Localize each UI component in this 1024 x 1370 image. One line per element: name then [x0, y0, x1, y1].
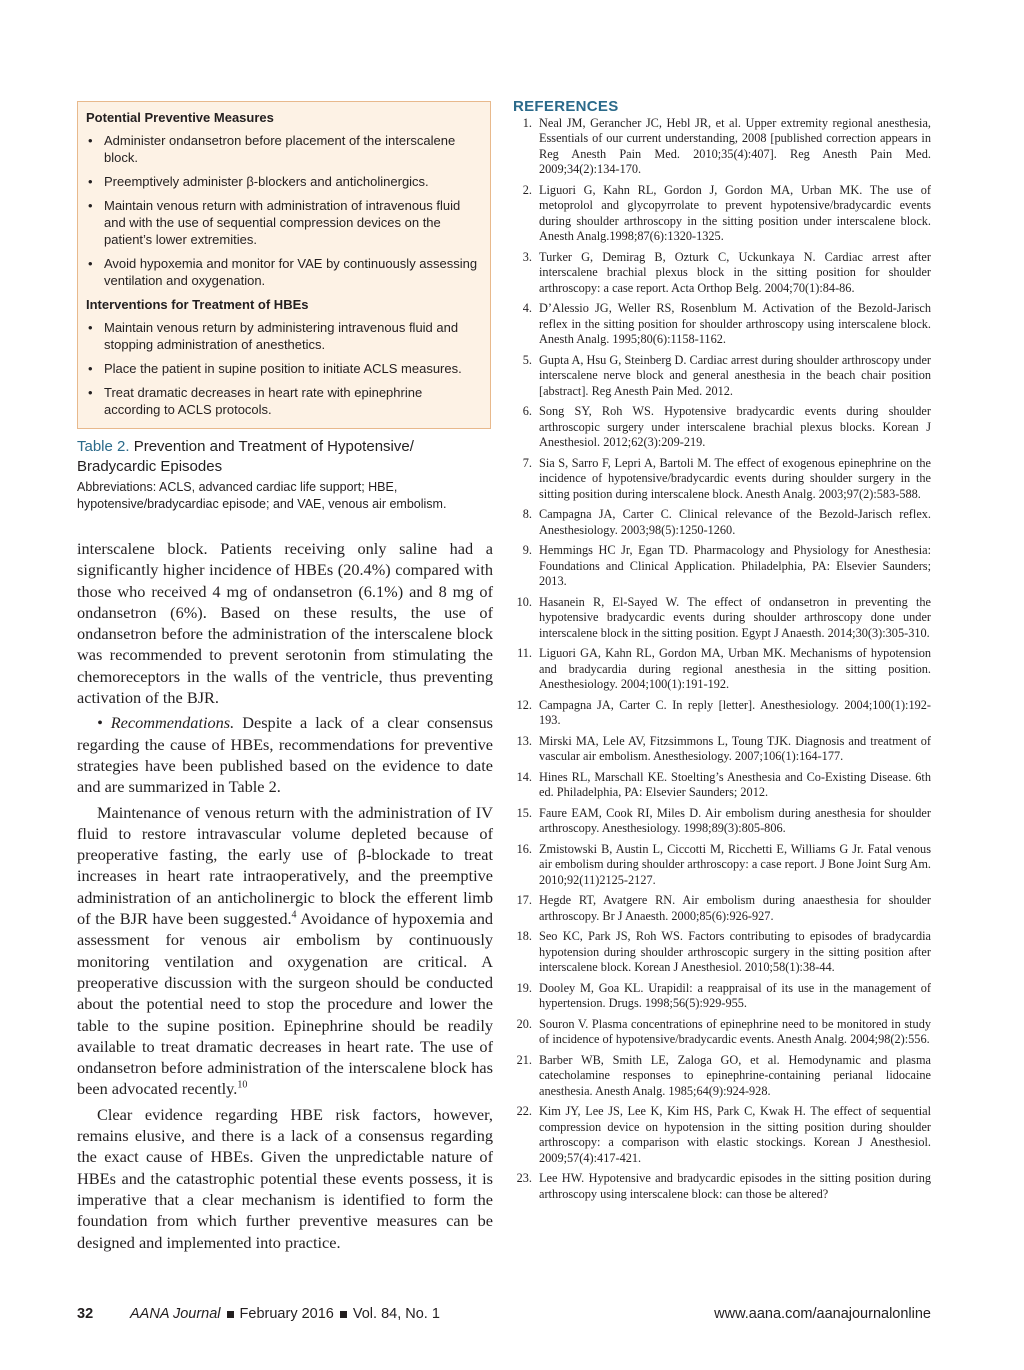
table-abbreviations: Abbreviations: ACLS, advanced cardiac life support; HBE, hypotensive/bradycardiac episode; and VAE, venous air embolism. — [77, 480, 447, 511]
reference-text: Hines RL, Marschall KE. Stoelting’s Anesthesia and Co-Existing Disease. 6th ed. Philadelphia, PA: Elsevier Saunders; 2012. — [539, 769, 931, 799]
reference-text: Mirski MA, Lele AV, Fitzsimmons L, Toung TJK. Diagnosis and treatment of vascular air embolism. Anesthesiology. 2007;106(1):164-177. — [539, 733, 931, 763]
reference-number: 10. — [516, 594, 532, 609]
table-title: Prevention and Treatment of Hypotensive/ Bradycardic Episodes — [77, 438, 414, 475]
reference-item — [513, 806, 931, 837]
reference-text: Zmistowski B, Austin L, Ciccotti M, Ricchetti E, Williams G Jr. Fatal venous air embolism during shoulder arthroscopy: a case report. J Bone Joint Surg Am. 2010;92(11)2125-2127. — [539, 841, 931, 887]
reference-text: Lee HW. Hypotensive and bradycardic episodes in the sitting position during arthroscopy using interscalene block: can those be altered? — [539, 1171, 931, 1201]
reference-item — [513, 1053, 931, 1100]
citation: 10 — [237, 1080, 248, 1091]
reference-text: Hasanein R, El-Sayed W. The effect of ondansetron in preventing the hypotensive bradycardic events during shoulder arthroscopy done under interscalene block in the sitting position. Egypt J Anaesth. 2014;30(3):305-310. — [539, 594, 931, 640]
reference-item — [513, 456, 931, 503]
reference-item — [513, 698, 931, 729]
reference-number: 19. — [516, 980, 532, 995]
reference-number: 2. — [522, 182, 532, 197]
reference-number: 14. — [516, 769, 532, 784]
reference-item — [513, 1171, 931, 1202]
reference-item — [513, 646, 931, 693]
reference-item — [513, 770, 931, 801]
reference-number: 6. — [522, 404, 532, 418]
reference-text: Hegde RT, Avatgere RN. Air embolism during anaesthesia for shoulder arthroscopy. Br J Anaesth. 2000;85(6):926-927. — [539, 893, 931, 923]
reference-item — [513, 183, 931, 245]
body-paragraph: Maintenance of venous return with the administration of IV fluid to restore intravascular volume depleted because of preoperative fasting, the early use of β-blockade to treat increases in heart rate intraoperatively, and the preemptive administration of an anticholinergic to block the efferent limb of the BJR have been suggested.$^4$ Avoidance of hypoxemia and assessment for venous air embolism by continuously monitoring ventilation and oxygenation are critical. A preoperative discussion with the surgeon should be conducted about the potential need to stop the procedure and lower the table to the supine position. Epinephrine should be readily available to treat dramatic decreases in heart rate. The use of ondansetron before administration of the interscalene block has been advocated recently.$^{10}$ — [77, 802, 493, 1099]
body-paragraph: • Recommendations. Despite a lack of a clear consensus regarding the cause of HBEs, recommendations for preventive strategies have been published based on the evidence to date and are summarized in Table 2. — [77, 713, 493, 797]
list-item: • Preemptively administer β-blockers and anticholinergics. — [86, 173, 480, 190]
reference-number: 11. — [517, 646, 532, 660]
page-number: 32 — [77, 1306, 94, 1322]
journal-info — [130, 1306, 440, 1322]
list-item: • Administer ondansetron before placement of the interscalene block. — [86, 132, 480, 166]
reference-text: Gupta A, Hsu G, Steinberg D. Cardiac arrest during shoulder arthroscopy under interscalene nerve block and general anesthesia in the beach chair position [abstract]. Reg Anesth Pain Med. 2012. — [539, 352, 931, 398]
reference-text: Hemmings HC Jr, Egan TD. Pharmacology and Physiology for Anesthesia: Foundations and Clinical Application. Philadelphia, PA: Elsevier Saunders; 2013. — [539, 543, 931, 588]
reference-text: D’Alessio JG, Weller RS, Rosenblum M. Activation of the Bezold-Jarisch reflex in the sitting position for shoulder arthroscopy using interscalene block. Anesth Analg. 1995;80(6):1158-1162. — [539, 301, 931, 346]
references-heading: REFERENCES — [513, 98, 619, 115]
reference-number: 1. — [522, 115, 532, 130]
square-bullet-icon — [340, 1311, 347, 1318]
list-item: • Avoid hypoxemia and monitor for VAE by continuously assessing ventilation and oxygenation. — [86, 255, 480, 289]
reference-item — [513, 543, 931, 590]
reference-number: 15. — [516, 805, 532, 820]
reference-number: 23. — [516, 1171, 532, 1185]
reference-number: 8. — [522, 507, 532, 521]
journal-name: AANA Journal — [130, 1306, 221, 1322]
interventions-list — [86, 319, 480, 418]
reference-text: Barber WB, Smith LE, Zaloga GO, et al. Hemodynamic and plasma catecholamine responses to epinephrine-containing perianal lidocaine anesthesia. Anesth Analg. 1985;64(9):924-928. — [539, 1052, 931, 1098]
reference-text: Sia S, Sarro F, Lepri A, Bartoli M. The effect of exogenous epinephrine on the incidence of hypotensive/bradycardic events during shoulder surgery in the sitting position during interscalene block. Anesth Analg. 2003;97(2):583-588. — [539, 455, 931, 501]
reference-text: Campagna JA, Carter C. In reply [letter]. Anesthesiology. 2004;100(1):192-193. — [539, 697, 931, 727]
reference-item — [513, 404, 931, 451]
reference-number: 12. — [516, 697, 532, 712]
reference-number: 22. — [516, 1104, 532, 1118]
reference-item — [513, 353, 931, 400]
reference-number: 4. — [522, 301, 532, 315]
reference-item — [513, 981, 931, 1012]
recommendations-lead: • Recommendations. — [97, 713, 235, 733]
citation: 4 — [291, 909, 297, 921]
reference-item — [513, 507, 931, 538]
reference-item — [513, 301, 931, 348]
reference-number: 7. — [522, 455, 532, 470]
table-label: Table 2. — [77, 438, 130, 455]
reference-item — [513, 842, 931, 889]
body-paragraph: interscalene block. Patients receiving only saline had a significantly higher incidence of HBEs (20.4%) compared with those who received 4 mg of ondansetron (6.1%) and 8 mg of ondansetron (6%). Based on these results, the use of ondansetron before the administration of the interscalene block was recommended to prevent serotonin from stimulating the chemoreceptors in the walls of the ventricle, thus preventing activation of the BJR. — [77, 539, 493, 708]
list-item: • Place the patient in supine position to initiate ACLS measures. — [86, 360, 480, 377]
list-item: • Maintain venous return with administration of intravenous fluid and with the use of sequential compression devices on the patient’s lower extremities. — [86, 197, 480, 248]
reference-item — [513, 1104, 931, 1166]
reference-text: Campagna JA, Carter C. Clinical relevance of the Bezold-Jarisch reflex. Anesthesiology. 2003;98(5):1250-1260. — [539, 507, 931, 537]
interventions-heading: Interventions for Treatment of HBEs — [86, 297, 309, 312]
reference-number: 20. — [516, 1016, 532, 1031]
reference-text: Neal JM, Gerancher JC, Hebl JR, et al. Upper extremity regional anesthesia, Essentials of our current understanding, 2008 [published correction appears in Reg Anesth Pain Med. 2010;35(4):407]. Reg Anesth Pain Med. 2009;34(2):134-170. — [539, 115, 931, 176]
reference-text: Turker G, Demirag B, Ozturk C, Uckunkaya N. Cardiac arrest after interscalene brachial plexus block in the sitting position for shoulder arthroscopy: a case report. Acta Orthop Belg. 2004;70(1):84-86. — [539, 249, 931, 295]
reference-item — [513, 250, 931, 297]
reference-text: Kim JY, Lee JS, Lee K, Kim HS, Park C, Kwak H. The effect of sequential compression device on hypotension in the sitting position during shoulder arthroscopy: a comparison with elastic stockings. Korean J Anesthesiol. 2009;57(4):417-421. — [539, 1104, 931, 1165]
list-item: • Maintain venous return by administering intravenous fluid and stopping administration of anesthetics. — [86, 319, 480, 353]
table-caption — [77, 437, 497, 513]
reference-number: 13. — [516, 733, 532, 748]
references-list — [513, 116, 931, 1203]
reference-number: 3. — [522, 249, 532, 264]
reference-item — [513, 893, 931, 924]
preventive-measures-heading: Potential Preventive Measures — [86, 110, 274, 125]
reference-number: 16. — [516, 841, 532, 856]
issue-date: February 2016 — [239, 1306, 334, 1322]
table-2-box — [77, 101, 491, 429]
reference-text: Dooley M, Goa KL. Urapidil: a reappraisal of its use in the management of hypertension. Drugs. 1998;56(5):929-955. — [539, 980, 931, 1010]
reference-number: 21. — [516, 1052, 532, 1067]
reference-text: Faure EAM, Cook RI, Miles D. Air embolism during anesthesia for shoulder arthroscopy. Anesthesiology. 1998;89(3):805-806. — [539, 805, 931, 835]
reference-number: 9. — [522, 543, 532, 557]
reference-text: Souron V. Plasma concentrations of epinephrine need to be monitored in study of incidence of hypotensive/bradycardic events. Anesth Analg. 2004;98(2):556. — [539, 1016, 931, 1046]
reference-item — [513, 734, 931, 765]
preventive-measures-list — [86, 132, 480, 289]
reference-item — [513, 929, 931, 976]
reference-text: Liguori GA, Kahn RL, Gordon MA, Urban MK. Mechanisms of hypotension and bradycardia during regional anesthesia in the sitting position. Anesthesiology. 2004;100(1):191-192. — [539, 646, 931, 691]
page-footer — [77, 1306, 931, 1326]
reference-number: 17. — [516, 893, 532, 907]
reference-number: 18. — [516, 929, 532, 943]
journal-url[interactable]: www.aana.com/aanajournalonline — [714, 1306, 931, 1322]
article-body — [77, 538, 493, 1253]
list-item: • Treat dramatic decreases in heart rate with epinephrine according to ACLS protocols. — [86, 384, 480, 418]
reference-item — [513, 1017, 931, 1048]
reference-item — [513, 116, 931, 178]
body-paragraph: Clear evidence regarding HBE risk factors, however, remains elusive, and there is a lack of a consensus regarding the exact cause of HBEs. Given the unpredictable nature of HBEs and the catastrophic potential these events possess, it is imperative that a clear mechanism is identified to form the foundation from which further preventive measures can be designed and implemented into practice. — [77, 1104, 493, 1252]
volume: Vol. 84, No. 1 — [352, 1306, 440, 1322]
reference-text: Liguori G, Kahn RL, Gordon J, Gordon MA, Urban MK. The use of metoprolol and glycopyrrolate to prevent hypotensive/bradycardic events during shoulder arthroscopy in the sitting position under interscalene block. Anesth Analg.1998;87(6):1320-1325. — [539, 182, 931, 243]
references-section — [513, 99, 931, 1207]
reference-number: 5. — [522, 352, 532, 367]
square-bullet-icon — [227, 1311, 234, 1318]
reference-item — [513, 595, 931, 642]
reference-text: Song SY, Roh WS. Hypotensive bradycardic events during shoulder arthroscopic surgery under interscalene brachial plexus blocks. Korean J Anesthesiol. 2012;62(3):209-219. — [539, 404, 931, 449]
reference-text: Seo KC, Park JS, Roh WS. Factors contributing to episodes of bradycardia hypotension during shoulder arthroscopic surgery in the sitting position after interscalene block. Korean J Anesthesiol. 2010;58(1):38-44. — [539, 929, 931, 974]
